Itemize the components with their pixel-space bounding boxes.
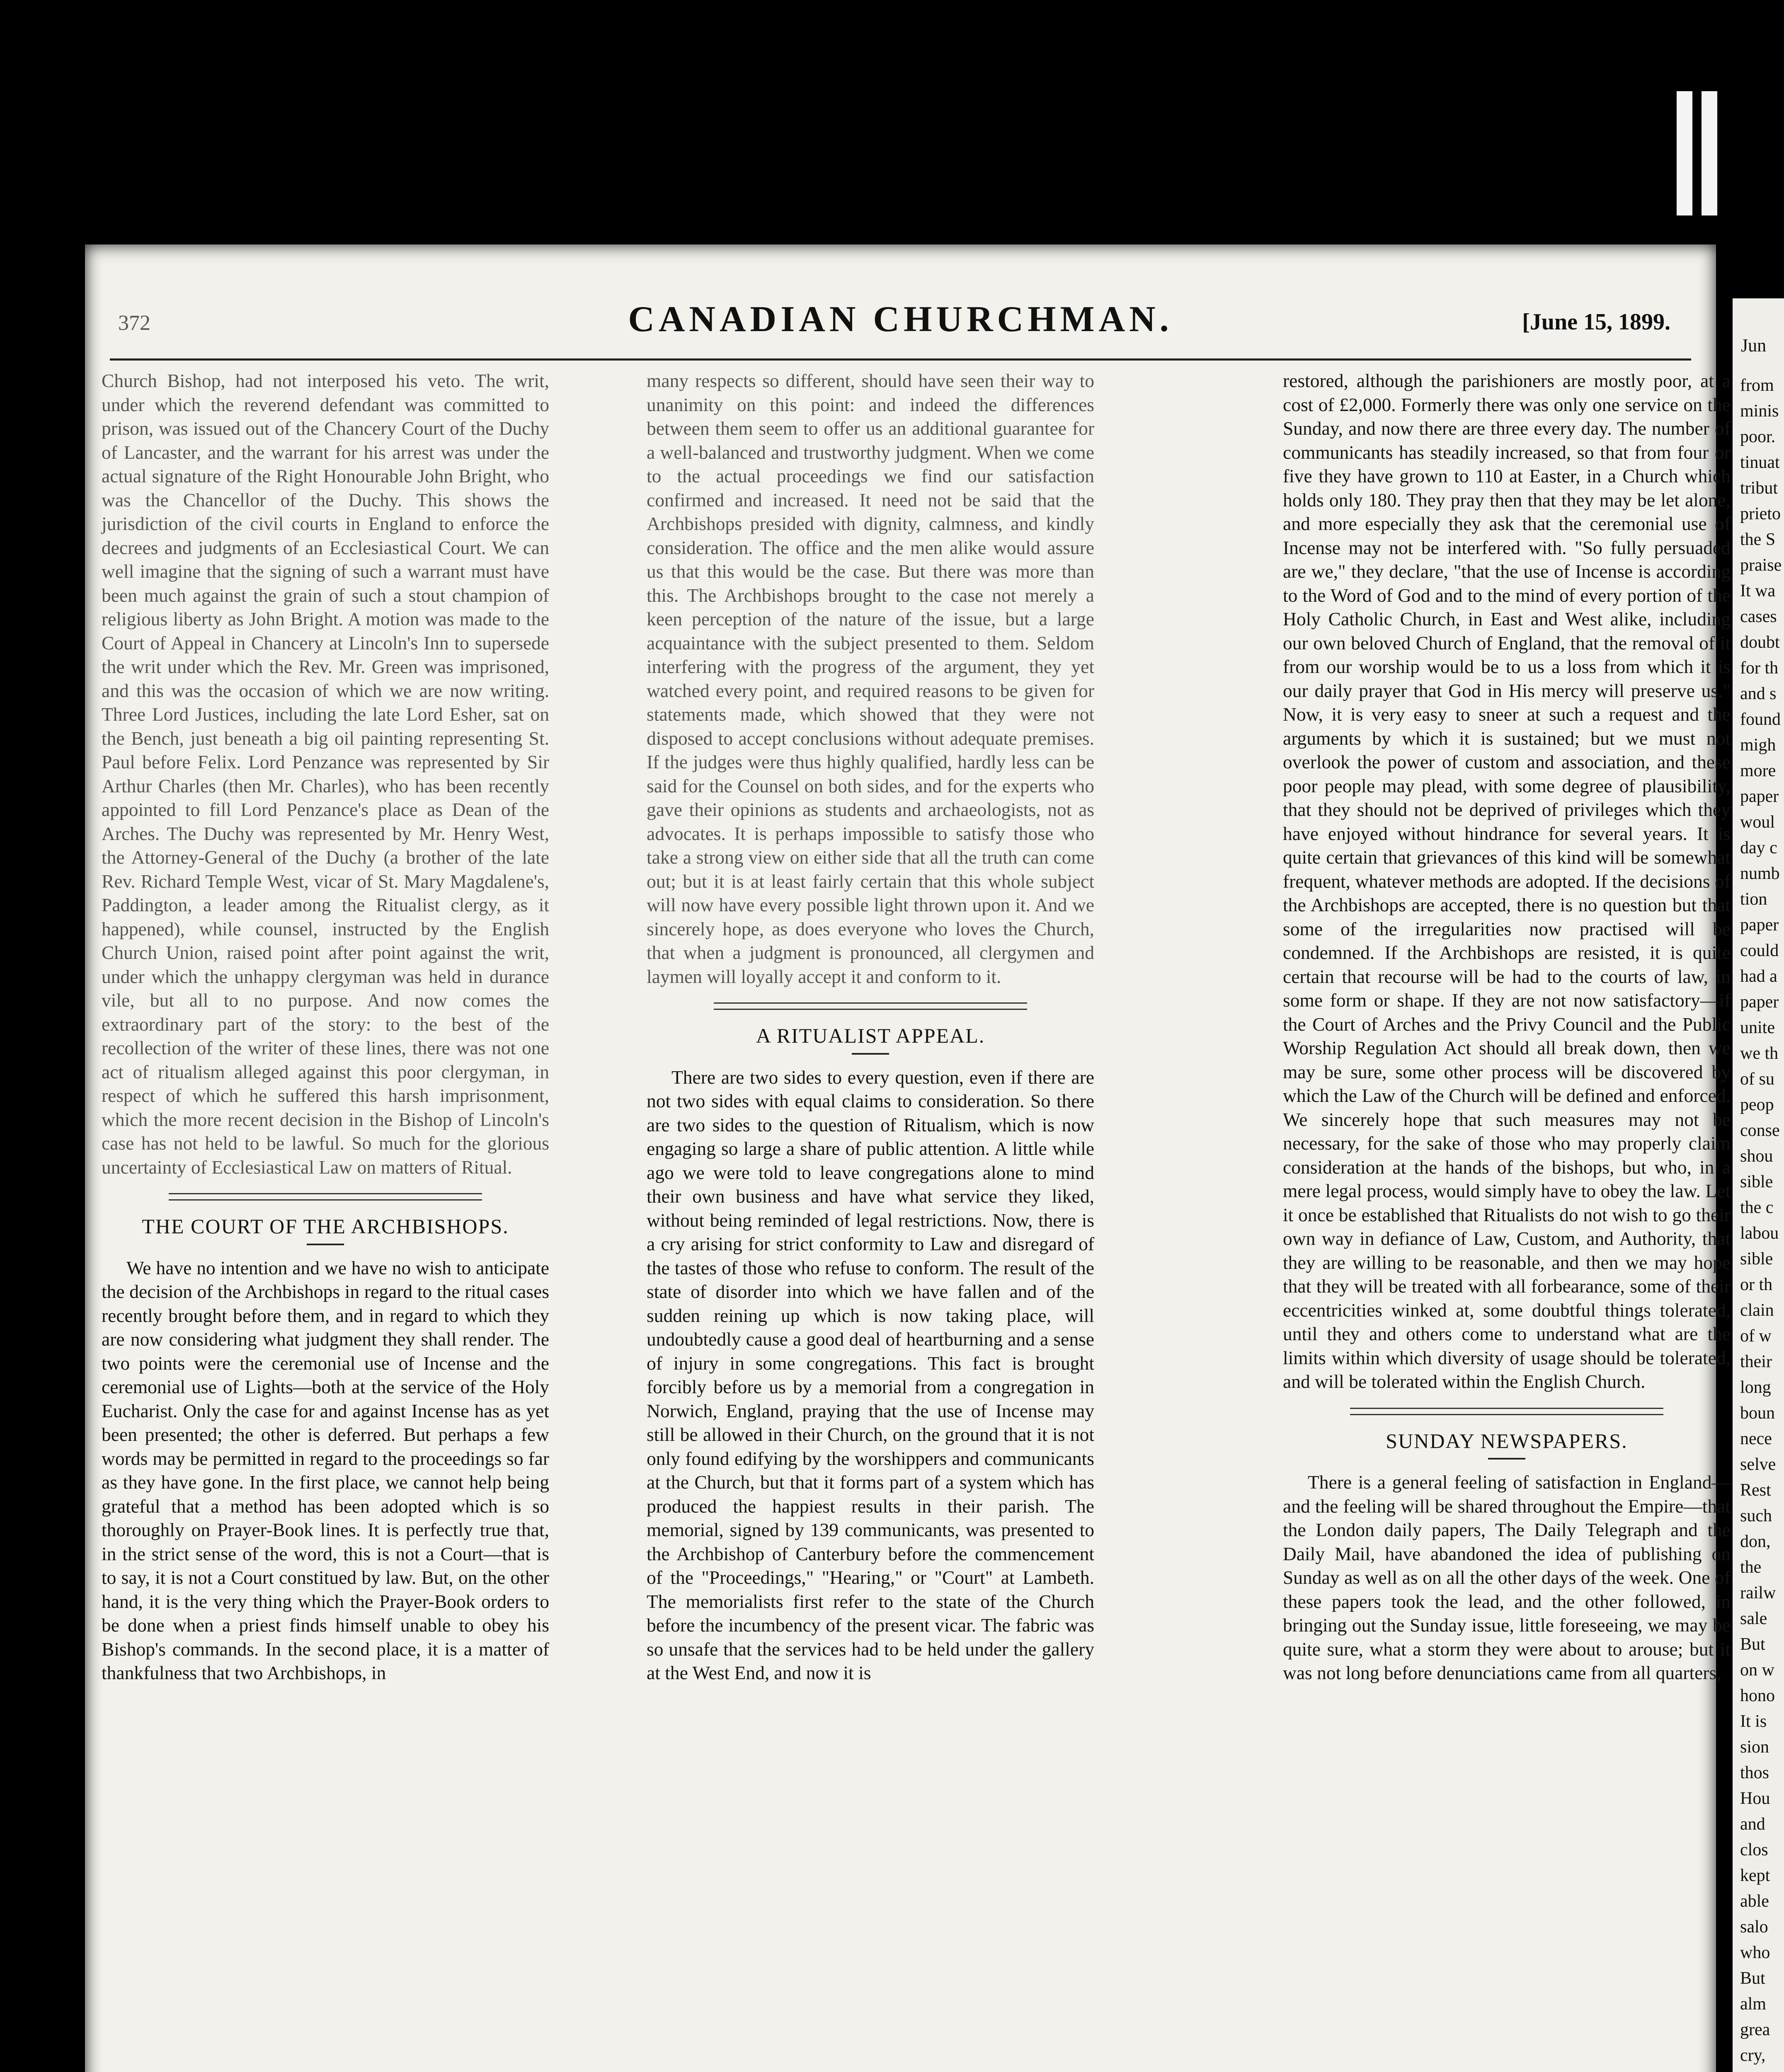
next-page-line: paper bbox=[1740, 787, 1779, 806]
column-1-paragraph-1: Church Bishop, had not interposed his veto. The writ, under which the reverend defendant was committed to prison, was issued out of the Chancery Court of the Duchy of Lancaster, and the warrant for his arrest was under the actual signature of the Right Honourable John Bright, who was the Chancellor of the Duchy. This shows the jurisdiction of the civil courts in England to enforce the decrees and judgments of an Ecclesiastical Court. We can well imagine that the signing of such a warrant must have been much against the grain of such a stout champion of religious liberty as John Bright. A motion was made to the Court of Appeal in Chancery at Lincoln's Inn to supersede the writ under which the Rev. Mr. Green was imprisoned, and this was the occasion of which we are now writing. Three Lord Justices, including the late Lord Esher, sat on the Bench, just beneath a big oil painting representing St. Paul before Felix. Lord Penzance was represented by Sir Arthur Charles (then Mr. Charles), who has been recently appointed to fill Lord Penzance's place as Dean of the Arches. The Duchy was represented by Mr. Henry West, the Attorney-General of the Duchy (a brother of the late Rev. Richard Temple West, vicar of St. Mary Magdalene's, Paddington, a leader among the Ritualist clergy, as it happened), while counsel, instructed by the English Church Union, raised point after point against the writ, under which the unhappy clergyman was held in durance vile, but all to no purpose. And now comes the extraordinary part of the story: to the best of the recollection of the writer of these lines, there was not one act of ritualism alleged against this poor clergyman, in respect of which he suffered this harsh imprisonment, which the more recent decision in the Bishop of Lincoln's case has not held to be lawful. So much for the glorious uncertainty of Ecclesiastical Law on matters of Ritual. bbox=[102, 370, 549, 1178]
next-page-line: doubt bbox=[1740, 633, 1780, 652]
next-page-line: selve bbox=[1740, 1455, 1776, 1474]
next-page-line: cry, bbox=[1740, 2046, 1766, 2065]
column-3 bbox=[1283, 369, 1731, 1685]
next-page-line: sale bbox=[1740, 1609, 1767, 1628]
next-page-line: But bbox=[1740, 1635, 1765, 1654]
next-page-line: for th bbox=[1740, 658, 1779, 678]
next-page-line: Hou bbox=[1740, 1789, 1770, 1808]
next-page-fragment bbox=[1733, 298, 1784, 2072]
next-page-line: grea bbox=[1740, 2020, 1770, 2039]
heading-ritualist-appeal: A RITUALIST APPEAL. bbox=[756, 1024, 985, 1047]
next-page-line: clos bbox=[1740, 1840, 1768, 1859]
next-page-line: and s bbox=[1740, 684, 1777, 703]
next-page-line: don, bbox=[1740, 1532, 1771, 1551]
next-page-line: sible bbox=[1740, 1249, 1773, 1268]
next-page-line: boun bbox=[1740, 1404, 1775, 1423]
next-page-line: more bbox=[1740, 761, 1776, 780]
next-page-line: day c bbox=[1740, 838, 1777, 857]
next-page-line: of su bbox=[1740, 1070, 1774, 1089]
heading-sunday-newspapers: SUNDAY NEWSPAPERS. bbox=[1386, 1429, 1628, 1452]
next-page-line: tribut bbox=[1740, 479, 1778, 498]
next-page-line: long bbox=[1740, 1378, 1771, 1397]
next-page-line: kept bbox=[1740, 1866, 1770, 1885]
next-page-line: migh bbox=[1740, 736, 1776, 755]
heading-dash bbox=[852, 1053, 889, 1055]
next-page-line: numb bbox=[1740, 864, 1780, 883]
header-rule bbox=[110, 358, 1691, 361]
next-page-line: and bbox=[1740, 1815, 1765, 1834]
section-divider bbox=[1350, 1408, 1663, 1415]
next-page-lines bbox=[1733, 373, 1784, 2072]
next-page-line: It wa bbox=[1740, 581, 1776, 600]
heading-court-of-archbishops: THE COURT OF THE ARCHBISHOPS. bbox=[142, 1215, 509, 1238]
next-page-line: sion bbox=[1740, 1738, 1769, 1757]
page-number: 372 bbox=[118, 311, 150, 335]
next-page-line: tion bbox=[1740, 890, 1767, 909]
next-page-line: It is bbox=[1740, 1712, 1767, 1731]
next-page-line: shou bbox=[1740, 1147, 1773, 1166]
next-page-line: who bbox=[1740, 1943, 1770, 1962]
next-page-line: poor. bbox=[1740, 427, 1776, 446]
film-mark-top bbox=[1677, 91, 1692, 215]
next-page-line: railw bbox=[1740, 1583, 1776, 1602]
heading-dash bbox=[307, 1244, 344, 1245]
column-3-paragraph-1: restored, although the parishioners are mostly poor, at a cost of £2,000. Formerly there was only one service on the Sunday, and now there are three every day. The number of communicants has steadily increased, so that from four or five they have grown to 110 at Easter, in a Church which holds only 180. They pray then that they may be let alone, and more especially they ask that the ceremonial use of Incense may not be interfered with. "So fully persuaded are we," they declare, "that the use of Incense is according to the Word of God and to the mind of every portion of the Holy Catholic Church, in East and West alike, including our own beloved Church of England, that the removal of it from our worship would be to us a loss from which it is our daily prayer that God in His mercy will preserve us." Now, it is very easy to sneer at such a request and the arguments by which it is sustained; but we must not overlook the power of custom and association, and these poor people may plead, with some degree of plausibility, that they should not be deprived of privileges which they have enjoyed without hindrance for several years. It is quite certain that grievances of this kind will be somewhat frequent, whatever methods are adopted. If the decisions of the Archbishops are accepted, there is no question but that some of the irregularities now practised will be condemned. If the Archbishops are resisted, it is quite certain that recourse will be had to the courts of law, in some form or shape. If they are not now satisfactory—if the Court of Arches and the Privy Council and the Public Worship Regulation Act should all break down, then we may be sure, some other process will be discovered by which the Law of the Church will be defined and enforced. We sincerely hope that such measures may not be necessary, for the sake of those who may properly claim consideration at the hands of the bishops, but who, in a mere legal process, would simply have to obey the law. Let it once be established that Ritualists do not wish to go their own way in defiance of Law, Custom, and Authority, that they are willing to be reasonable, and then we may hope that they will be treated with all forbearance, some of their eccentricities winked at, some doubtful things tolerated, until they and others come to understand what are the limits within which diversity of usage should be tolerated, and will be tolerated within the English Church. bbox=[1283, 370, 1731, 1392]
next-page-line: their bbox=[1740, 1352, 1772, 1371]
next-page-line: the c bbox=[1740, 1198, 1774, 1217]
column-1 bbox=[102, 369, 549, 1685]
next-page-line: we th bbox=[1740, 1044, 1779, 1063]
next-page-line: alm bbox=[1740, 1995, 1766, 2014]
next-page-line: the S bbox=[1740, 530, 1776, 549]
next-page-line: conse bbox=[1740, 1121, 1780, 1140]
next-page-line: nece bbox=[1740, 1429, 1772, 1448]
next-page-line bbox=[1733, 2068, 1784, 2072]
next-page-line: the bbox=[1740, 1558, 1762, 1577]
newspaper-page bbox=[85, 244, 1731, 2072]
next-page-header: Jun bbox=[1741, 335, 1767, 356]
column-2-paragraph-1: many respects so different, should have seen their way to unanimity on this point: and indeed the differences between them seem to offer us an additional guarantee for a well-balanced and trustworthy judgment. When we come to the actual proceedings we find our satisfaction confirmed and increased. It need not be said that the Archbishops presided with dignity, calmness, and kindly consideration. The office and the men alike would assure us that this would be the case. But there was more than this. The Archbishops brought to the case not merely a keen perception of the nature of the issue, but a large acquaintance with the subject presented to them. Seldom interfering with the progress of the argument, they yet watched every point, and required reasons to be given for statements made, which showed that they were not disposed to accept conclusions without adequate premises. If the judges were thus highly qualified, hardly less can be said for the Counsel on both sides, and for the experts who gave their opinions as students and archaeologists, not as advocates. It is perhaps impossible to satisfy those who take a strong view on either side that all the truth can come out; but it is at least fairly certain that this whole subject will now have every possible light thrown upon it. And we sincerely hope, as does everyone who loves the Church, that when a judgment is pronounced, all clergymen and laymen will loyally accept it and conform to it. bbox=[647, 370, 1094, 987]
next-page-line: paper bbox=[1740, 915, 1779, 934]
next-page-line: hono bbox=[1740, 1686, 1775, 1705]
next-page-line: labou bbox=[1740, 1224, 1779, 1243]
section-divider bbox=[714, 1002, 1027, 1010]
next-page-line: such bbox=[1740, 1506, 1772, 1525]
column-2 bbox=[647, 369, 1094, 1685]
section-divider bbox=[169, 1193, 482, 1201]
next-page-line: minis bbox=[1740, 402, 1779, 421]
issue-date: [June 15, 1899. bbox=[1522, 309, 1670, 335]
next-page-line: peop bbox=[1740, 1095, 1774, 1114]
column-1-paragraph-2: We have no intention and we have no wish to anticipate the decision of the Archbishops in regard to the ritual cases recently brought before them, and in regard to which they are now considering what judgment they shall render. The two points were the ceremonial use of Incense and the ceremonial use of Lights—both at the service of the Holy Eucharist. Only the case for and against Incense has as yet been presented; the other is deferred. But perhaps a few words may be permitted in regard to the proceedings so far as they have gone. In the first place, we cannot help being grateful that a method has been adopted which is so thoroughly on Prayer-Book lines. It is perfectly true that, in the strict sense of the word, this is not a Court—that is to say, it is not a Court constitued by law. But, on the other hand, it is the very thing which the Prayer-Book orders to be done when a priest finds himself unable to obey his Bishop's commands. In the second place, it is a matter of thankfulness that two Archbishops, in bbox=[102, 1257, 549, 1683]
next-page-line: prieto bbox=[1740, 504, 1781, 523]
next-page-line: found bbox=[1740, 710, 1781, 729]
next-page-line: woul bbox=[1740, 813, 1775, 832]
next-page-line: thos bbox=[1740, 1763, 1769, 1782]
column-3-paragraph-2: There is a general feeling of satisfaction in England—and the feeling will be shared throughout the Empire—that the London daily papers, The Daily Telegraph and the Daily Mail, have abandoned the idea of publishing on Sunday as well as on all the other days of the week. One of these papers took the lead, and the other followed, in bringing out the Sunday issue, little foreseeing, we may be quite sure, what a storm they were about to arouse; but it was not long before denunciations came from all quarters, bbox=[1283, 1472, 1731, 1683]
heading-dash bbox=[1488, 1458, 1525, 1460]
next-page-line: sible bbox=[1740, 1172, 1773, 1191]
next-page-line: tinuat bbox=[1740, 453, 1780, 472]
next-page-line: could bbox=[1740, 941, 1779, 960]
next-page-line: unite bbox=[1740, 1018, 1775, 1037]
next-page-line: of w bbox=[1740, 1326, 1772, 1346]
next-page-line: salo bbox=[1740, 1917, 1768, 1936]
column-2-paragraph-2: There are two sides to every question, even if there are not two sides with equal claims to consideration. So there are two sides to the question of Ritualism, which is now engaging so large a share of public attention. A little while ago we were told to leave congregations alone to mind their own business and have what service they liked, without being reminded of legal restrictions. Now, there is a cry arising for strict conformity to Law and disregard of the tastes of those who refuse to conform. The result of the state of disorder into which we have fallen and of the sudden reining up which is now taking place, will undoubtedly cause a good deal of heartburning and a sense of injury in some congregations. This fact is brought forcibly before us by a memorial from a congregation in Norwich, England, praying that the use of Incense may still be allowed in their Church, on the ground that it is not only found edifying by the worshippers and communicants at the Church, but that it forms part of a system which has produced the happiest results in their parish. The memorial, signed by 139 communicants, was presented to the Archbishop of Canterbury before the commencement of the "Proceedings," "Hearing," or "Court" at Lambeth. The memorialists first refer to the state of the Church before the incumbency of the present vicar. The fabric was so unsafe that the services had to be held under the gallery at the West End, and now it is bbox=[647, 1066, 1094, 1683]
next-page-line: praise bbox=[1740, 556, 1782, 575]
next-page-line: paper bbox=[1740, 992, 1779, 1012]
next-page-line: or th bbox=[1740, 1275, 1773, 1294]
next-page-line: had a bbox=[1740, 967, 1777, 986]
next-page-line: clain bbox=[1740, 1301, 1774, 1320]
film-mark-top bbox=[1702, 91, 1717, 215]
next-page-line: able bbox=[1740, 1892, 1769, 1911]
masthead: CANADIAN CHURCHMAN. bbox=[628, 299, 1173, 339]
next-page-line: Rest bbox=[1740, 1481, 1771, 1500]
next-page-line: But bbox=[1740, 1969, 1765, 1988]
next-page-line: cases bbox=[1740, 607, 1777, 626]
next-page-line: on w bbox=[1740, 1661, 1774, 1680]
next-page-line: from bbox=[1740, 376, 1774, 395]
